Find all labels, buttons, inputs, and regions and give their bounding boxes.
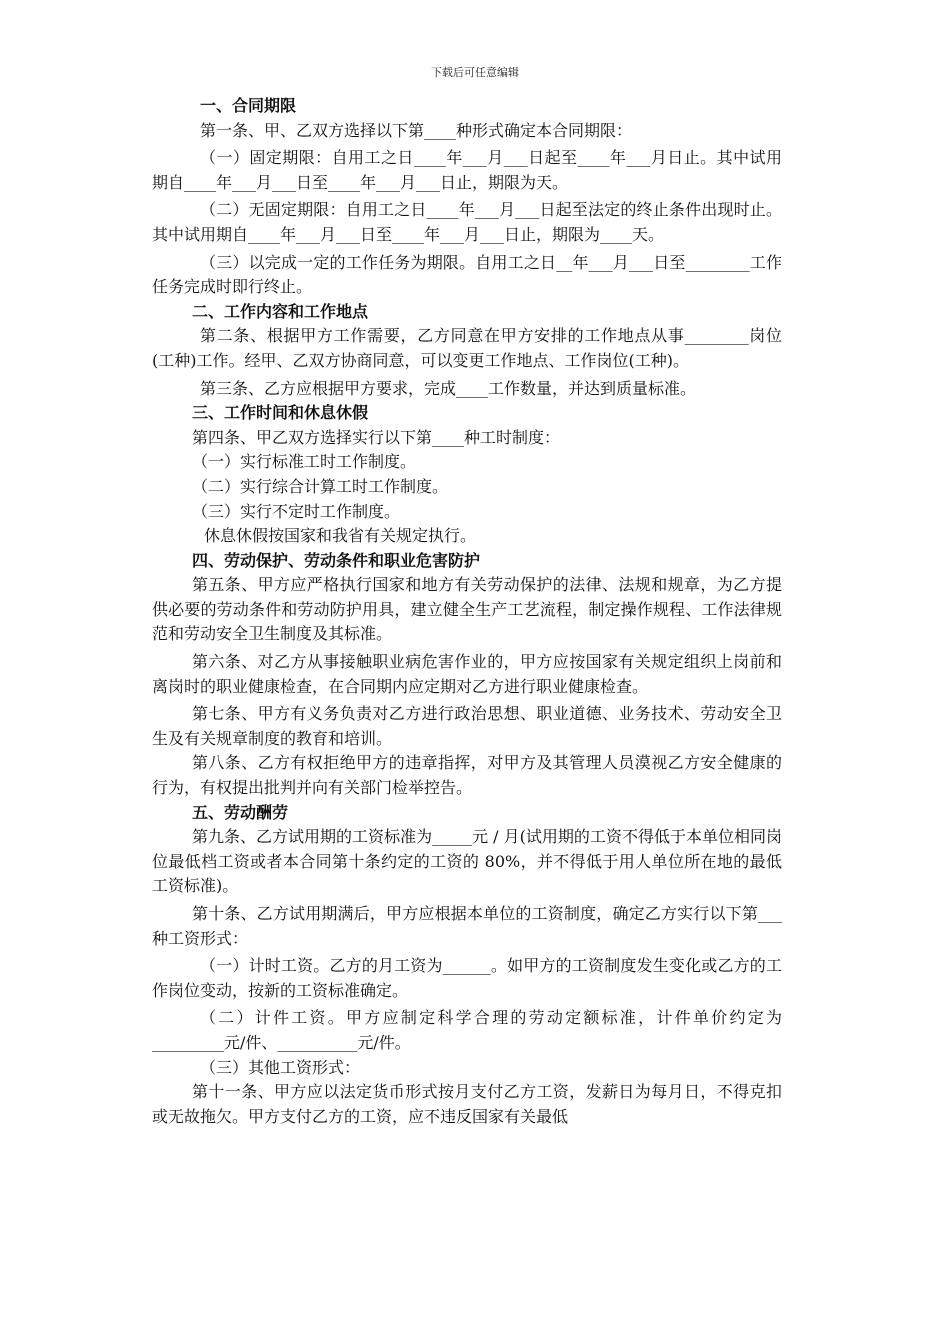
article-11: 第十一条、甲方应以法定货币形式按月支付乙方工资，发薪日为每月日，不得克扣或无故拖欠。甲方支付乙方的工资，应不违反国家有关最低: [152, 1082, 782, 1126]
article-5: 第五条、甲方应严格执行国家和地方有关劳动保护的法律、法规和规章，为乙方提供必要的劳动条件和劳动防护用具，建立健全生产工艺流程，制定操作规程、工作法律规范和劳动安全卫生制度及其标准。: [152, 575, 782, 644]
article-8: 第八条、乙方有权拒绝甲方的违章指挥，对甲方及其管理人员漠视乙方安全健康的行为，有权提出批判并向有关部门检举控告。: [152, 753, 782, 798]
section-heading-pay: 五、劳动酬劳: [192, 802, 289, 822]
article-3: 第三条、乙方应根据甲方要求，完成____工作数量，并达到质量标准。: [200, 378, 697, 398]
pay-option-piece: （二）计件工资。甲方应制定科学合理的劳动定额标准，计件单价约定为_________元/件、__________元/件。: [152, 1008, 782, 1052]
section-heading-hours: 三、工作时间和休息休假: [192, 403, 369, 423]
hours-option-comprehensive: （二）实行综合计算工时工作制度。: [192, 476, 449, 496]
clause-task-term: （三）以完成一定的工作任务为期限。自用工之日__年___月___日至________工作任务完成时即行终止。: [152, 252, 782, 297]
clause-fixed-term: （一）固定期限：自用工之日____年___月___日起至____年___月日止。其中试用期自____年___月___日至____年___月___日止，期限为天。: [152, 148, 782, 192]
section-heading-work: 二、工作内容和工作地点: [192, 301, 369, 321]
article-1: 第一条、甲、乙双方选择以下第____种形式确定本合同期限：: [200, 120, 633, 140]
pay-option-other: （三）其他工资形式：: [200, 1057, 361, 1077]
section-heading-term: 一、合同期限: [200, 96, 297, 115]
article-9: 第九条、乙方试用期的工资标准为_____元 / 月(试用期的工资不得低于本单位相同岗位最低档工资或者本合同第十条约定的工资的 80%，并不得低于用人单位所在地的最低工资标准)。: [152, 827, 782, 896]
leave-note: 休息休假按国家和我省有关规定执行。: [204, 526, 477, 546]
article-2: 第二条、根据甲方工作需要，乙方同意在甲方安排的工作地点从事________岗位(工种)工作。经甲、乙双方协商同意，可以变更工作地点、工作岗位(工种)。: [152, 326, 782, 370]
article-4: 第四条、甲乙双方选择实行以下第____种工时制度：: [192, 427, 561, 447]
article-7: 第七条、甲方有义务负责对乙方进行政治思想、职业道德、业务技术、劳动安全卫生及有关规章制度的教育和培训。: [152, 704, 782, 748]
article-6: 第六条、对乙方从事接触职业病危害作业的，甲方应按国家有关规定组织上岗前和离岗时的职业健康检查，在合同期内应定期对乙方进行职业健康检查。: [152, 652, 782, 696]
hours-option-flexible: （三）实行不定时工作制度。: [192, 501, 401, 521]
pay-option-time: （一）计时工资。乙方的月工资为______。如甲方的工资制度发生变化或乙方的工作岗位变动，按新的工资标准确定。: [152, 956, 782, 1000]
clause-open-term: （二）无固定期限：自用工之日____年___月___日起至法定的终止条件出现时止。其中试用期自____年___月___日至____年___月___日止，期限为____天。: [152, 200, 782, 244]
article-10: 第十条、乙方试用期满后，甲方应根据本单位的工资制度，确定乙方实行以下第___种工资形式：: [152, 904, 782, 948]
contract-body: [152, 94, 782, 1129]
section-heading-protection: 四、劳动保护、劳动条件和职业危害防护: [192, 550, 481, 570]
page-header-note: 下载后可任意编辑: [431, 66, 519, 79]
hours-option-standard: （一）实行标准工时工作制度。: [192, 452, 417, 472]
